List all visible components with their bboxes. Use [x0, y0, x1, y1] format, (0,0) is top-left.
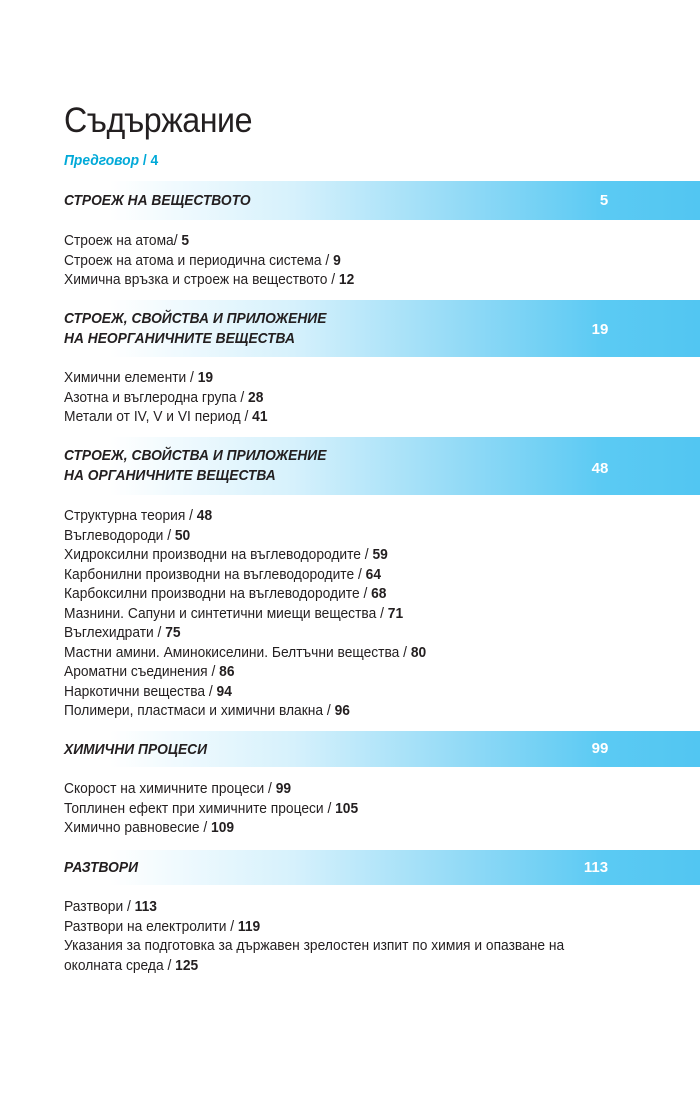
toc-entry[interactable]: [64, 701, 426, 721]
entry-title: Скорост на химичните процеси /: [64, 780, 276, 797]
toc-entry[interactable]: [64, 388, 268, 408]
page-title: Съдържание: [64, 101, 253, 140]
entry-title: Указания за подготовка за държавен зрелостен изпит по химия и опазване на околната среда /: [64, 937, 565, 974]
section-entries: [64, 897, 598, 975]
section-header-organic[interactable]: [44, 437, 700, 495]
entry-page: 80: [410, 643, 427, 661]
entry-title: Структурна теория /: [64, 507, 197, 524]
entry-title: Химична връзка и строеж на веществото /: [64, 271, 339, 288]
entry-page: 94: [216, 682, 232, 700]
section-title-line: НА НЕОРГАНИЧНИТЕ ВЕЩЕСТВА: [64, 330, 295, 347]
entry-title: Наркотични вещества /: [64, 682, 217, 700]
entry-page: 64: [365, 565, 382, 583]
entry-title: Разтвори на електролити /: [64, 917, 238, 935]
section-header-structure[interactable]: [44, 181, 700, 220]
section-title: [64, 858, 138, 877]
entry-page: 28: [248, 388, 264, 406]
section-title: [64, 740, 207, 759]
entry-title: Мазнини. Сапуни и синтетични миещи вещества /: [64, 604, 388, 622]
entry-page: 41: [252, 408, 268, 425]
section-title-line: НА ОРГАНИЧНИТЕ ВЕЩЕСТВА: [64, 467, 276, 484]
entry-title: Полимери, пластмаси и химични влакна /: [64, 702, 335, 719]
toc-entry[interactable]: [64, 545, 426, 565]
toc-entry[interactable]: [64, 565, 426, 585]
entry-title: Азотна и въглеродна група /: [64, 388, 249, 406]
entry-title: Строеж на атома и периодична система /: [64, 251, 334, 269]
entry-page: 109: [211, 819, 235, 836]
section-header-solutions[interactable]: [44, 850, 700, 885]
toc-entry[interactable]: [64, 368, 268, 388]
section-title: [64, 446, 326, 486]
section-title-line: СТРОЕЖ НА ВЕЩЕСТВОТО: [64, 192, 251, 209]
entry-page: 105: [335, 799, 359, 817]
section-entries: [64, 506, 426, 721]
entry-page: 48: [196, 507, 213, 524]
toc-entry[interactable]: [64, 604, 426, 624]
toc-entry[interactable]: [64, 662, 426, 682]
entry-title: Карбонилни производни на въглеводородите /: [64, 565, 366, 583]
entry-page: 19: [197, 369, 214, 386]
entry-page: 96: [334, 702, 350, 719]
entry-title: Въглеводороди /: [64, 526, 175, 544]
section-title: [64, 309, 326, 349]
entry-page: 113: [134, 898, 157, 915]
section-page-number: 99: [591, 740, 609, 757]
toc-entry[interactable]: [64, 623, 426, 643]
section-title-line: ХИМИЧНИ ПРОЦЕСИ: [64, 741, 208, 758]
toc-entry[interactable]: [64, 779, 358, 799]
toc-entry[interactable]: [64, 251, 354, 271]
section-title-line: СТРОЕЖ, СВОЙСТВА И ПРИЛОЖЕНИЕ: [64, 447, 327, 464]
entry-title: Строеж на атома/: [64, 232, 182, 249]
entry-page: 75: [165, 624, 181, 641]
section-title-line: РАЗТВОРИ: [64, 859, 139, 876]
toc-entry[interactable]: [64, 799, 358, 819]
entry-page: 99: [275, 780, 292, 797]
preface-label: Предговор: [64, 152, 140, 169]
preface-link[interactable]: [64, 150, 158, 172]
entry-page: 12: [338, 271, 355, 288]
entry-title: Химично равновесие /: [64, 819, 212, 836]
entry-title: Разтвори /: [64, 898, 135, 915]
section-page-number: 48: [591, 460, 609, 477]
toc-entry[interactable]: [64, 407, 268, 427]
toc-entry[interactable]: [64, 682, 426, 702]
toc-entry[interactable]: [64, 270, 354, 290]
entry-page: 59: [372, 546, 388, 563]
toc-entry[interactable]: [64, 506, 426, 526]
toc-entry[interactable]: [64, 231, 354, 251]
entry-title: Мастни амини. Аминокиселини. Белтъчни вещества /: [64, 643, 411, 661]
section-entries: [64, 368, 268, 427]
entry-title: Карбоксилни производни на въглеводородите /: [64, 585, 372, 602]
section-page-number: 19: [591, 321, 609, 338]
entry-page: 71: [387, 604, 404, 622]
entry-title: Химични елементи /: [64, 369, 198, 386]
entry-title: Хидроксилни производни на въглеводородите /: [64, 546, 373, 563]
entry-page: 9: [333, 251, 341, 269]
toc-entry[interactable]: [64, 818, 358, 838]
toc-entry[interactable]: [64, 643, 426, 663]
section-header-inorganic[interactable]: [44, 300, 700, 357]
entry-page: 68: [371, 585, 387, 602]
toc-entry[interactable]: [64, 526, 426, 546]
toc-entry[interactable]: [64, 917, 598, 937]
toc-entry[interactable]: [64, 936, 598, 975]
entry-page: 5: [181, 232, 190, 249]
section-title-line: СТРОЕЖ, СВОЙСТВА И ПРИЛОЖЕНИЕ: [64, 310, 327, 327]
section-header-processes[interactable]: [44, 731, 700, 767]
entry-page: 125: [175, 956, 199, 974]
entry-page: 50: [174, 526, 191, 544]
entry-title: Топлинен ефект при химичните процеси /: [64, 799, 336, 817]
section-entries: [64, 779, 358, 838]
entry-page: 86: [219, 663, 235, 680]
entry-title: Въглехидрати /: [64, 624, 166, 641]
preface-page: 4: [150, 152, 159, 169]
section-entries: [64, 231, 354, 290]
toc-entry[interactable]: [64, 584, 426, 604]
toc-entry[interactable]: [64, 897, 598, 917]
section-title: [64, 191, 251, 210]
entry-title: Метали от IV, V и VI период /: [64, 408, 253, 425]
preface-separator: /: [139, 152, 151, 169]
section-page-number: 5: [599, 192, 609, 209]
entry-title: Ароматни съединения /: [64, 663, 220, 680]
section-page-number: 113: [583, 859, 609, 876]
entry-page: 119: [237, 917, 261, 935]
